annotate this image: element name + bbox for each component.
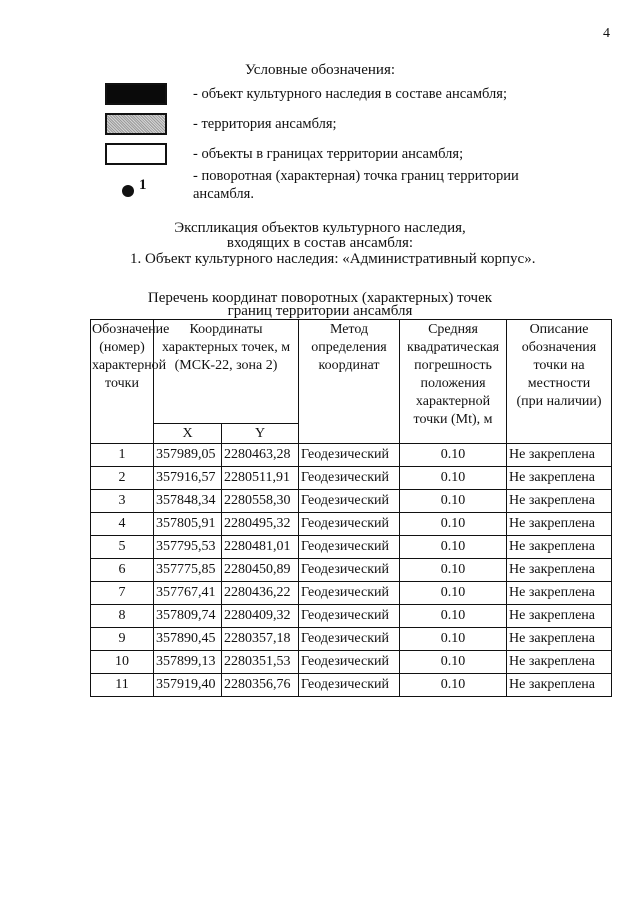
description-cell: Не закреплена (507, 651, 612, 674)
method-cell: Геодезический (299, 582, 400, 605)
description-cell: Не закреплена (507, 559, 612, 582)
table-row (91, 628, 612, 651)
method-cell: Геодезический (299, 490, 400, 513)
error-cell: 0.10 (400, 444, 507, 467)
header-x: X (154, 424, 222, 444)
y-coordinate-cell: 2280436,22 (222, 582, 299, 605)
method-cell: Геодезический (299, 467, 400, 490)
page-number: 4 (603, 26, 610, 41)
error-cell: 0.10 (400, 605, 507, 628)
method-cell: Геодезический (299, 444, 400, 467)
table-title-line1: Перечень координат поворотных (характерных) точек (147, 290, 493, 306)
x-coordinate-cell: 357767,41 (154, 582, 222, 605)
method-cell: Геодезический (299, 674, 400, 697)
x-coordinate-cell: 357795,53 (154, 536, 222, 559)
method-cell: Геодезический (299, 536, 400, 559)
y-coordinate-cell: 2280558,30 (222, 490, 299, 513)
table-row (91, 605, 612, 628)
description-cell: Не закреплена (507, 444, 612, 467)
point-number-cell: 7 (91, 582, 154, 605)
header-error: Средняя квадратическая погрешность положения характерной точки (Mt), м (400, 320, 507, 444)
y-coordinate-cell: 2280450,89 (222, 559, 299, 582)
error-cell: 0.10 (400, 674, 507, 697)
description-cell: Не закреплена (507, 490, 612, 513)
y-coordinate-cell: 2280495,32 (222, 513, 299, 536)
y-coordinate-cell: 2280356,76 (222, 674, 299, 697)
legend-item-label: - поворотная (характерная) точка границ территории ансамбля. (193, 168, 519, 202)
method-cell: Геодезический (299, 628, 400, 651)
table-title-line2: границ территории ансамбля (227, 303, 413, 319)
table-title (0, 292, 640, 318)
point-marker-label: 1 (139, 177, 147, 193)
point-number-cell: 11 (91, 674, 154, 697)
y-coordinate-cell: 2280463,28 (222, 444, 299, 467)
error-cell: 0.10 (400, 536, 507, 559)
legend-item-label: - объект культурного наследия в составе ансамбля; (193, 86, 507, 102)
explication-title-line2: входящих в состав ансамбля: (226, 235, 414, 251)
y-coordinate-cell: 2280351,53 (222, 651, 299, 674)
x-coordinate-cell: 357890,45 (154, 628, 222, 651)
explication-title-line1: Экспликация объектов культурного наследия, (174, 220, 466, 236)
header-method: Метод определения координат (299, 320, 400, 444)
point-number-cell: 6 (91, 559, 154, 582)
point-number-cell: 5 (91, 536, 154, 559)
table-row (91, 467, 612, 490)
method-cell: Геодезический (299, 559, 400, 582)
explication-item: 1. Объект культурного наследия: «Административный корпус». (130, 251, 536, 267)
point-number-cell: 9 (91, 628, 154, 651)
description-cell: Не закреплена (507, 605, 612, 628)
y-coordinate-cell: 2280481,01 (222, 536, 299, 559)
table-row (91, 674, 612, 697)
header-description: Описание обозначения точки на местности (при наличии) (507, 320, 612, 444)
point-number-cell: 1 (91, 444, 154, 467)
error-cell: 0.10 (400, 651, 507, 674)
point-number-cell: 10 (91, 651, 154, 674)
error-cell: 0.10 (400, 628, 507, 651)
legend-item-label: - объекты в границах территории ансамбля; (193, 146, 464, 162)
header-y: Y (222, 424, 299, 444)
description-cell: Не закреплена (507, 513, 612, 536)
table-row (91, 559, 612, 582)
header-point: Обозначение (номер) характерной точки (91, 320, 154, 444)
description-cell: Не закреплена (507, 536, 612, 559)
method-cell: Геодезический (299, 605, 400, 628)
legend-item-label: - территория ансамбля; (193, 116, 337, 132)
x-coordinate-cell: 357809,74 (154, 605, 222, 628)
x-coordinate-cell: 357916,57 (154, 467, 222, 490)
table-row (91, 444, 612, 467)
error-cell: 0.10 (400, 490, 507, 513)
y-coordinate-cell: 2280357,18 (222, 628, 299, 651)
x-coordinate-cell: 357989,05 (154, 444, 222, 467)
x-coordinate-cell: 357919,40 (154, 674, 222, 697)
point-number-cell: 8 (91, 605, 154, 628)
method-cell: Геодезический (299, 651, 400, 674)
point-number-cell: 3 (91, 490, 154, 513)
outlined-swatch-icon (105, 143, 167, 165)
y-coordinate-cell: 2280511,91 (222, 467, 299, 490)
description-cell: Не закреплена (507, 467, 612, 490)
error-cell: 0.10 (400, 513, 507, 536)
error-cell: 0.10 (400, 467, 507, 490)
legend-title: Условные обозначения: (244, 62, 396, 78)
description-cell: Не закреплена (507, 582, 612, 605)
black-swatch-icon (105, 83, 167, 105)
coordinates-table (90, 319, 612, 697)
point-number-cell: 2 (91, 467, 154, 490)
x-coordinate-cell: 357805,91 (154, 513, 222, 536)
x-coordinate-cell: 357899,13 (154, 651, 222, 674)
table-row (91, 513, 612, 536)
error-cell: 0.10 (400, 559, 507, 582)
description-cell: Не закреплена (507, 628, 612, 651)
point-dot-icon (122, 185, 134, 197)
table-row (91, 490, 612, 513)
hatched-swatch-icon (105, 113, 167, 135)
description-cell: Не закреплена (507, 674, 612, 697)
y-coordinate-cell: 2280409,32 (222, 605, 299, 628)
x-coordinate-cell: 357848,34 (154, 490, 222, 513)
error-cell: 0.10 (400, 582, 507, 605)
table-row (91, 536, 612, 559)
point-number-cell: 4 (91, 513, 154, 536)
table-row (91, 582, 612, 605)
header-coordinates: Координаты характерных точек, м (МСК-22, зона 2) (154, 320, 299, 424)
table-row (91, 651, 612, 674)
method-cell: Геодезический (299, 513, 400, 536)
x-coordinate-cell: 357775,85 (154, 559, 222, 582)
